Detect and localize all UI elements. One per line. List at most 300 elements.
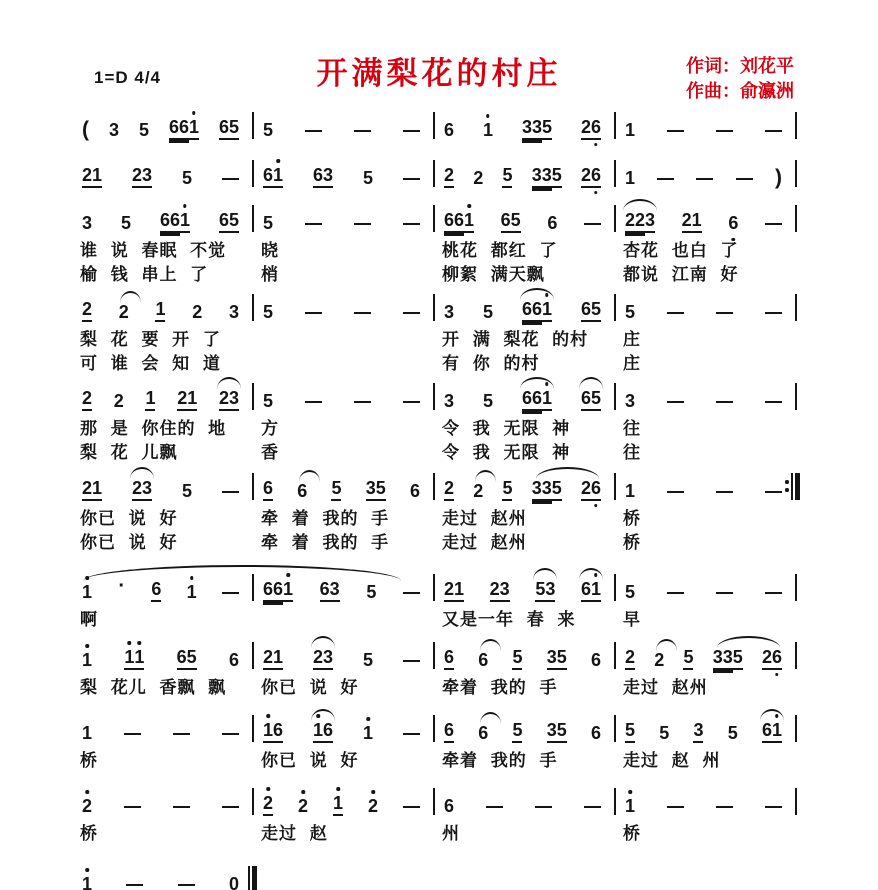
note-token (263, 391, 273, 411)
note-token (683, 647, 693, 670)
score-line (72, 632, 796, 697)
note-token (444, 210, 474, 233)
note-figure: 5 (552, 478, 562, 501)
note-token (354, 312, 371, 322)
note-figure: 2 (368, 796, 379, 816)
dash-extension (403, 660, 420, 662)
note-token (716, 130, 733, 140)
note-figure: 1 (625, 481, 636, 501)
note-figure: 63 (313, 165, 333, 188)
notes-measure (72, 778, 253, 819)
notes-measure (615, 564, 796, 605)
dash-extension (716, 401, 733, 403)
notes-measure (434, 564, 615, 605)
dash-extension (765, 401, 782, 403)
score (72, 102, 796, 890)
note-token (82, 582, 92, 602)
note-figure: 2 (82, 388, 92, 411)
measure (72, 463, 253, 552)
note-figure: 5 (120, 213, 131, 233)
note-figure: 2 (113, 391, 124, 411)
note-figure: 1 (363, 723, 374, 743)
measure (253, 463, 434, 552)
note-token (222, 806, 239, 816)
note-figure: 1 (542, 299, 552, 322)
measure (434, 632, 615, 697)
measure (615, 705, 796, 770)
note-token (403, 312, 420, 322)
note-figure: 5 (733, 647, 743, 670)
dash-extension (403, 592, 420, 594)
note-token (444, 478, 454, 501)
lyrics-measure: 牵着 我的 手 (442, 751, 558, 770)
notes-measure (615, 373, 796, 414)
dash-extension (354, 401, 371, 403)
note-token (313, 720, 333, 743)
note-figure: 6 (297, 481, 308, 501)
note-token (667, 806, 684, 816)
note-figure: 1 (82, 582, 93, 602)
note-token (547, 647, 567, 670)
note-token (625, 796, 635, 816)
lyrics-measure: 香 (261, 443, 279, 462)
note-token (363, 723, 373, 743)
dash-extension (126, 884, 143, 886)
dash-extension (354, 223, 371, 225)
note-token (625, 720, 635, 743)
lyrics-measure: 又是一年 春 来 (442, 610, 576, 629)
measure (615, 778, 796, 843)
note-token (473, 168, 483, 188)
note-token (657, 178, 674, 188)
note-token (762, 720, 782, 743)
note-token (483, 302, 493, 322)
note-figure: 1 (134, 647, 144, 670)
notes-measure (253, 150, 434, 191)
note-token (667, 401, 684, 411)
note-token (124, 733, 141, 743)
note-token (716, 401, 733, 411)
measure (72, 778, 253, 843)
note-figure: 1 (145, 388, 155, 411)
note-token (502, 478, 512, 501)
note-token (667, 312, 684, 322)
dash-extension (403, 806, 420, 808)
note-figure: 21 (444, 579, 464, 602)
notes-measure (434, 632, 615, 673)
notes-measure (253, 463, 434, 504)
note-token (765, 130, 782, 140)
note-token (765, 312, 782, 322)
notes-measure (434, 195, 615, 236)
note-token (320, 579, 340, 602)
note-token (512, 720, 522, 743)
lyrics-measure: 有 你 的村 (442, 354, 540, 373)
note-figure: 66 (263, 579, 283, 602)
note-token (177, 388, 197, 411)
dash-extension (124, 806, 141, 808)
note-figure: 2 (654, 650, 665, 670)
note-figure: 1 (82, 874, 92, 890)
note-figure: 3 (444, 302, 455, 322)
notes-measure (72, 150, 253, 191)
note-token (584, 223, 601, 233)
lyrics-measure: 桥 (623, 533, 641, 552)
note-figure: 2 (473, 481, 484, 501)
dash-extension (173, 806, 190, 808)
note-token (219, 117, 239, 140)
note-token (222, 592, 239, 602)
note-figure: 1 (189, 117, 199, 140)
note-figure: 65 (219, 117, 239, 140)
barline (795, 383, 797, 410)
dash-extension (765, 806, 782, 808)
note-token (581, 117, 601, 140)
note-figure: ( (82, 118, 89, 141)
note-figure: 33 (522, 117, 542, 140)
note-token (581, 579, 601, 602)
note-figure: 5 (512, 647, 522, 670)
note-token (483, 391, 493, 411)
note-token (82, 874, 92, 890)
note-token (659, 723, 669, 743)
dash-extension (765, 312, 782, 314)
note-token (182, 168, 192, 188)
note-token (581, 165, 601, 188)
notes-measure (615, 856, 796, 890)
note-figure: 0 (228, 874, 239, 890)
note-figure: 65 (581, 388, 601, 411)
note-token (502, 165, 512, 188)
note-figure: 1 (180, 210, 190, 233)
note-figure: 2 (762, 647, 772, 670)
notes-measure (615, 195, 796, 236)
note-token (114, 391, 124, 411)
notes-measure (434, 284, 615, 325)
dash-extension (765, 223, 782, 225)
note-token (444, 579, 464, 602)
measure (434, 284, 615, 373)
dash-extension (305, 312, 322, 314)
note-token (366, 582, 376, 602)
lyrics-measure: 走过 赵 (261, 824, 328, 843)
note-figure: 2 (581, 117, 591, 140)
note-figure: 2 (192, 302, 203, 322)
barline (795, 574, 797, 601)
note-figure: 66 (444, 210, 464, 233)
barline (795, 112, 797, 139)
note-token (368, 796, 378, 816)
measure (615, 463, 796, 552)
score-line (72, 463, 796, 552)
note-figure: 2 (263, 793, 273, 816)
note-token (403, 733, 420, 743)
lyrics-measure: 梨 花 儿飘 (80, 443, 178, 462)
note-figure: 3 (444, 391, 455, 411)
notes-measure (434, 778, 615, 819)
note-figure: 3 (693, 720, 703, 743)
note-token (263, 647, 283, 670)
score-line (72, 373, 796, 462)
lyrics-measure: 走过 赵州 (442, 509, 527, 528)
note-figure: 65 (219, 210, 239, 233)
dash-extension (667, 130, 684, 132)
lyrics-measure: 榆 钱 串上 了 (80, 265, 209, 284)
note-token (331, 478, 341, 501)
lyrics-measure: 牵着 我的 手 (442, 678, 558, 697)
note-figure: 5 (625, 582, 636, 602)
dash-extension (403, 178, 420, 180)
note-figure: 66 (169, 117, 189, 140)
note-token (363, 168, 373, 188)
note-token (775, 167, 782, 188)
dash-extension (667, 312, 684, 314)
measure (72, 632, 253, 697)
dash-extension (667, 806, 684, 808)
note-figure: 5 (263, 391, 274, 411)
note-token (625, 582, 635, 602)
measure (72, 195, 253, 284)
note-token (182, 481, 192, 501)
note-token (263, 720, 283, 743)
dash-extension (222, 806, 239, 808)
lyrics-measure: 牵 着 我的 手 (261, 533, 390, 552)
note-token (765, 401, 782, 411)
notes-measure (615, 102, 796, 143)
note-figure: 6 (444, 647, 454, 670)
note-token (151, 579, 161, 602)
note-figure: 6 (590, 723, 601, 743)
note-token (765, 806, 782, 816)
dash-extension (305, 130, 322, 132)
measure (434, 705, 615, 770)
note-figure: 6 (263, 478, 273, 501)
note-figure: 5 (482, 302, 493, 322)
note-figure: 6 (591, 165, 601, 188)
score-line (72, 195, 796, 284)
note-figure: 1 (625, 168, 636, 188)
note-figure: 5 (182, 481, 193, 501)
note-figure: 2 (625, 647, 635, 670)
note-token (229, 650, 239, 670)
note-token (121, 213, 131, 233)
note-figure: 6 (581, 579, 591, 602)
note-figure: 1 (464, 210, 474, 233)
note-figure: 2 (444, 478, 454, 501)
dash-extension (667, 592, 684, 594)
note-figure: 5 (263, 120, 274, 140)
note-figure: 2 (444, 165, 454, 188)
note-token (333, 793, 343, 816)
measure (615, 150, 796, 191)
measure (434, 102, 615, 143)
note-token (473, 481, 483, 501)
note-token (667, 130, 684, 140)
note-figure: 5 (683, 647, 693, 670)
lyrics-measure: 梨 花 要 开 了 (80, 330, 221, 349)
note-figure: 23 (490, 579, 510, 602)
note-token (139, 120, 149, 140)
dash-extension (403, 312, 420, 314)
lyrics-measure: 令 我 无限 神 (442, 419, 571, 438)
note-figure: · (118, 575, 125, 597)
note-token (444, 391, 454, 411)
note-token (354, 401, 371, 411)
notes-measure (72, 102, 253, 143)
note-token (765, 592, 782, 602)
note-figure: 2 (298, 796, 309, 816)
note-token (305, 130, 322, 140)
note-figure: 1 (283, 579, 293, 602)
lyrics-measure (253, 349, 434, 373)
note-figure: 23 (132, 478, 152, 501)
dash-extension (657, 178, 674, 180)
lyrics-measure: 庄 (623, 330, 641, 349)
note-figure: 6 (228, 650, 239, 670)
note-figure: 1 (313, 720, 323, 743)
note-token (444, 647, 454, 670)
note-figure: 23 (219, 388, 239, 411)
note-figure: 1 (273, 165, 283, 188)
note-token (354, 130, 371, 140)
dash-extension (667, 401, 684, 403)
dash-extension (486, 806, 503, 808)
note-token (581, 299, 601, 322)
note-token (625, 302, 635, 322)
note-figure: 5 (625, 720, 635, 743)
note-token (305, 401, 322, 411)
notes-measure (253, 705, 434, 746)
note-figure: 3 (625, 391, 636, 411)
note-token (591, 723, 601, 743)
note-figure: 21 (82, 165, 102, 188)
score-line (72, 150, 796, 191)
note-token (126, 884, 143, 890)
note-figure: 6 (323, 720, 333, 743)
note-token (535, 806, 552, 816)
lyrics-measure: 走过 赵州 (623, 678, 708, 697)
note-token (132, 165, 152, 188)
note-token (522, 117, 552, 140)
note-token (547, 720, 567, 743)
measure (253, 778, 434, 843)
note-figure: 5 (263, 213, 274, 233)
note-token (313, 165, 333, 188)
note-token (693, 720, 703, 743)
note-token (155, 299, 165, 322)
measure (253, 102, 434, 143)
note-token (765, 223, 782, 233)
note-figure: 35 (547, 720, 567, 743)
dash-extension (222, 592, 239, 594)
score-line (72, 284, 796, 373)
note-token (403, 401, 420, 411)
lyricist-credit: 作词：刘花平 (686, 56, 794, 76)
note-token (736, 178, 753, 188)
note-token (263, 213, 273, 233)
notes-measure (72, 705, 253, 746)
note-token (625, 210, 655, 233)
note-figure: 6 (151, 579, 161, 602)
note-token (222, 733, 239, 743)
lyrics-measure: 梨 花儿 香飘 飘 (80, 678, 227, 697)
lyrics-measure: 早 (623, 610, 641, 629)
notes-measure (253, 778, 434, 819)
dash-extension (736, 178, 753, 180)
lyrics-measure: 走过 赵州 (442, 533, 527, 552)
lyrics-measure: 走过 赵 州 (623, 751, 721, 770)
note-figure: 6 (444, 796, 455, 816)
barline (795, 160, 797, 187)
notes-measure (253, 195, 434, 236)
note-figure: 65 (581, 299, 601, 322)
dash-extension (124, 733, 141, 735)
note-token (444, 720, 454, 743)
note-figure: 6 (728, 213, 739, 233)
note-token (82, 650, 92, 670)
notes-measure (253, 102, 434, 143)
note-figure: 66 (160, 210, 180, 233)
notes-measure (72, 856, 253, 890)
note-token (305, 223, 322, 233)
note-figure: 6 (590, 650, 601, 670)
note-token (444, 796, 454, 816)
measure (253, 284, 434, 373)
note-figure: 3 (108, 120, 119, 140)
dash-extension (716, 806, 733, 808)
note-figure: 23 (313, 647, 333, 670)
note-token (625, 120, 635, 140)
note-token (263, 302, 273, 322)
note-token (535, 579, 555, 602)
notes-measure (615, 778, 796, 819)
note-token (313, 647, 333, 670)
note-token (363, 650, 373, 670)
lyrics-measure: 你已 说 好 (261, 678, 359, 697)
measure (72, 373, 253, 462)
note-figure: 2 (581, 478, 591, 501)
lyrics-measure (253, 325, 434, 349)
note-figure: 63 (320, 579, 340, 602)
note-token (145, 388, 155, 411)
note-figure: 22 (625, 210, 645, 233)
note-figure: 35 (547, 647, 567, 670)
note-token (82, 723, 92, 743)
note-token (263, 478, 273, 501)
repeat-barline (785, 473, 800, 500)
lyrics-measure: 庄 (623, 354, 641, 373)
note-token (512, 647, 522, 670)
note-figure: 6 (772, 647, 782, 670)
note-figure: 2 (82, 299, 92, 322)
dash-extension (222, 733, 239, 735)
note-token (728, 723, 738, 743)
note-token (654, 650, 664, 670)
note-token (478, 723, 488, 743)
note-token (173, 806, 190, 816)
note-figure: 5 (482, 391, 493, 411)
dash-extension (765, 491, 782, 493)
note-token (581, 478, 601, 501)
lyrics-measure: 柳絮 满天飘 (442, 265, 545, 284)
note-token (263, 165, 283, 188)
note-figure: 1 (263, 720, 273, 743)
lyrics-measure: 你已 说 好 (80, 533, 178, 552)
lyrics-measure: 谁 说 春眠 不觉 (80, 241, 227, 260)
dash-extension (765, 130, 782, 132)
lyrics-measure: 杏花 也白 了 (623, 241, 739, 260)
dash-extension (403, 223, 420, 225)
